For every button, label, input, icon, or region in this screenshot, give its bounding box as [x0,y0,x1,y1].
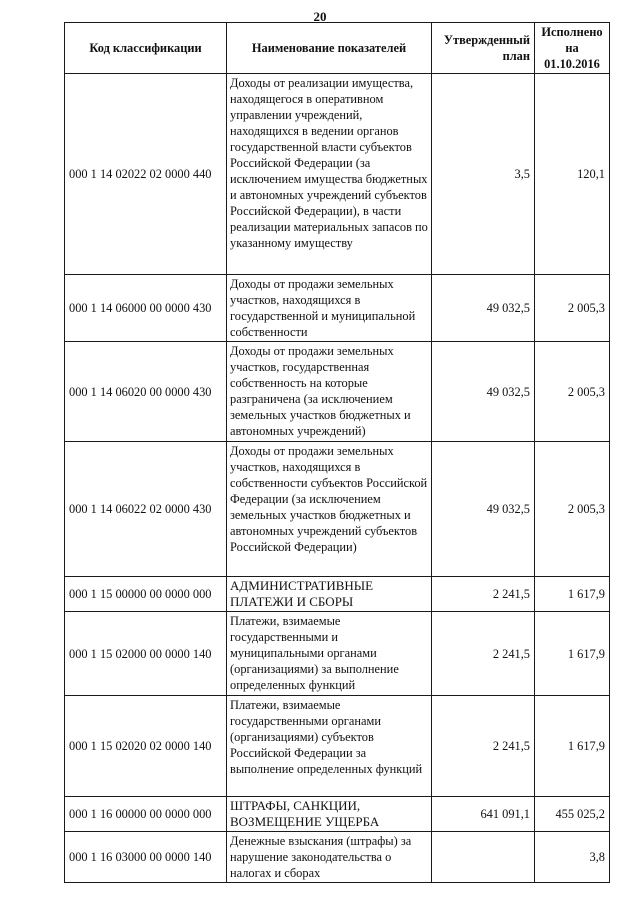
row-name: Платежи, взимаемые государственными и муниципальными органами (организациями) за выполнение определенных функций [227,612,432,696]
row-name: Доходы от продажи земельных участков, находящихся в государственной и муниципальной собственности [227,275,432,342]
row-plan: 49 032,5 [432,442,535,577]
row-code: 000 1 14 06000 00 0000 430 [65,275,227,342]
table-row [65,797,610,832]
row-name: Платежи, взимаемые государственными органами (организациями) субъектов Российской Федерации за выполнение определенных функций [227,696,432,797]
row-plan: 2 241,5 [432,612,535,696]
row-name: Доходы от реализации имущества, находящегося в оперативном управлении учреждений, находящихся в ведении органов государственной власти субъектов Российской Федерации (за исключением имущества бюджетных и автономных учреждений субъектов Российской Федерации), в части реализации материальных запасов по указанному имуществу [227,74,432,275]
header-name: Наименование показателей [227,23,432,74]
row-name: Доходы от продажи земельных участков, находящихся в собственности субъектов Российской Федерации (за исключением земельных участков бюджетных и автономных учреждений субъектов Российской Федерации) [227,442,432,577]
table-row [65,577,610,612]
row-plan: 3,5 [432,74,535,275]
row-code: 000 1 14 02022 02 0000 440 [65,74,227,275]
table-row [65,832,610,883]
row-executed: 2 005,3 [535,342,610,442]
row-executed: 2 005,3 [535,275,610,342]
row-plan: 49 032,5 [432,275,535,342]
table-row [65,342,610,442]
row-code: 000 1 14 06022 02 0000 430 [65,442,227,577]
row-executed: 1 617,9 [535,612,610,696]
row-plan: 641 091,1 [432,797,535,832]
row-name: ШТРАФЫ, САНКЦИИ, ВОЗМЕЩЕНИЕ УЩЕРБА [227,797,432,832]
header-executed: Исполнено на 01.10.2016 [535,23,610,74]
header-code: Код классификации [65,23,227,74]
header-plan: Утвержденный план [432,23,535,74]
row-code: 000 1 15 02000 00 0000 140 [65,612,227,696]
row-name: АДМИНИСТРАТИВНЫЕ ПЛАТЕЖИ И СБОРЫ [227,577,432,612]
row-code: 000 1 16 00000 00 0000 000 [65,797,227,832]
table-row [65,612,610,696]
row-code: 000 1 15 02020 02 0000 140 [65,696,227,797]
table-row [65,696,610,797]
row-code: 000 1 15 00000 00 0000 000 [65,577,227,612]
row-name: Денежные взыскания (штрафы) за нарушение законодательства о налогах и сборах [227,832,432,883]
row-executed: 2 005,3 [535,442,610,577]
page-number: 20 [313,9,327,24]
row-plan: 2 241,5 [432,577,535,612]
table-header-row [65,23,610,74]
row-code: 000 1 14 06020 00 0000 430 [65,342,227,442]
row-executed: 1 617,9 [535,696,610,797]
table-row [65,74,610,275]
row-plan [432,832,535,883]
row-executed: 455 025,2 [535,797,610,832]
row-name: Доходы от продажи земельных участков, государственная собственность на которые разграничена (за исключением земельных участков бюджетных и автономных учреждений) [227,342,432,442]
row-executed: 3,8 [535,832,610,883]
budget-table [64,22,610,883]
row-plan: 2 241,5 [432,696,535,797]
row-executed: 1 617,9 [535,577,610,612]
table-row [65,442,610,577]
row-plan: 49 032,5 [432,342,535,442]
row-executed: 120,1 [535,74,610,275]
table-row [65,275,610,342]
row-code: 000 1 16 03000 00 0000 140 [65,832,227,883]
